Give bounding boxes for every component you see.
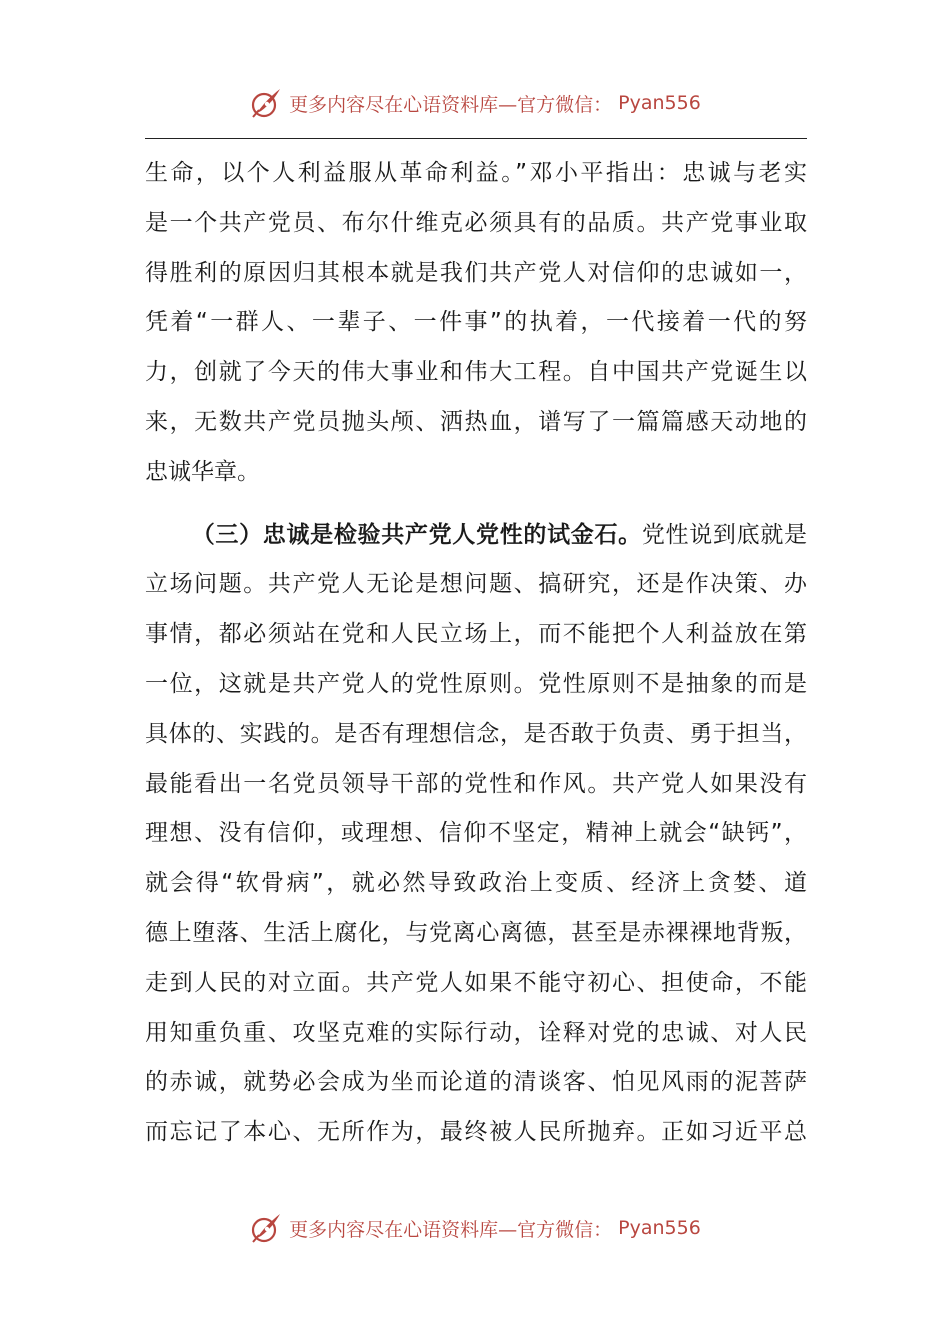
text-line: 用知重负重、攻坚克难的实际行动，诠释对党的忠诚、对人民 bbox=[145, 1019, 807, 1046]
paragraph-2 bbox=[145, 511, 807, 1158]
text-line: 得胜利的原因归其根本就是我们共产党人对信仰的忠诚如一， bbox=[145, 259, 807, 286]
text-line: 是一个共产党员、布尔什维克必须具有的品质。共产党事业取 bbox=[145, 209, 807, 236]
text-line: 理想、没有信仰，或理想、信仰不坚定，精神上就会“缺钙”， bbox=[145, 820, 807, 847]
text-line: 凭着“一群人、一辈子、一件事”的执着，一代接着一代的努 bbox=[145, 309, 807, 336]
watermark-text: 更多内容尽在心语资料库—官方微信： bbox=[289, 93, 613, 116]
text-line: 一位，这就是共产党人的党性原则。党性原则不是抽象的而是 bbox=[145, 670, 807, 697]
paragraph-1 bbox=[145, 149, 807, 498]
watermark-wechat-id: Pyan556 bbox=[618, 1217, 701, 1239]
text-line: 最能看出一名党员领导干部的党性和作风。共产党人如果没有 bbox=[145, 770, 807, 797]
text-line: 具体的、实践的。是否有理想信念，是否敢于负责、勇于担当， bbox=[145, 720, 807, 747]
watermark-wechat-id: Pyan556 bbox=[618, 92, 701, 114]
heading-line bbox=[145, 511, 807, 561]
text-line: 德上堕落、生活上腐化，与党离心离德，甚至是赤裸裸地背叛， bbox=[145, 919, 807, 946]
text-line: 力，创就了今天的伟大事业和伟大工程。自中国共产党诞生以 bbox=[145, 359, 807, 386]
text-line: 走到人民的对立面。共产党人如果不能守初心、担使命，不能 bbox=[145, 969, 807, 996]
text-line: 事情，都必须站在党和人民立场上，而不能把个人利益放在第 bbox=[145, 621, 807, 648]
quill-logo-icon bbox=[249, 86, 283, 120]
section-heading: （三）忠诚是检验共产党人党性的试金石。 bbox=[191, 521, 642, 548]
text-line: 来，无数共产党员抛头颅、洒热血，谱写了一篇篇感天动地的 bbox=[145, 408, 807, 435]
heading-line-rest: 党性说到底就是 bbox=[641, 521, 808, 548]
text-line: 就会得“软骨病”，就必然导致政治上变质、经济上贪婪、道 bbox=[145, 870, 807, 897]
document-body bbox=[145, 149, 807, 1158]
header-watermark bbox=[0, 86, 950, 120]
text-line: 立场问题。共产党人无论是想问题、搞研究，还是作决策、办 bbox=[145, 571, 807, 598]
header-divider bbox=[145, 138, 807, 139]
text-line: 而忘记了本心、无所作为，最终被人民所抛弃。正如习近平总 bbox=[145, 1119, 807, 1146]
footer-watermark bbox=[0, 1211, 950, 1245]
text-line: 的赤诚，就势必会成为坐而论道的清谈客、怕见风雨的泥菩萨 bbox=[145, 1069, 807, 1096]
text-line: 忠诚华章。 bbox=[145, 458, 260, 485]
watermark-text: 更多内容尽在心语资料库—官方微信： bbox=[289, 1218, 613, 1241]
text-line: 生命，以个人利益服从革命利益。”邓小平指出：忠诚与老实 bbox=[145, 160, 807, 186]
quill-logo-icon bbox=[249, 1211, 283, 1245]
